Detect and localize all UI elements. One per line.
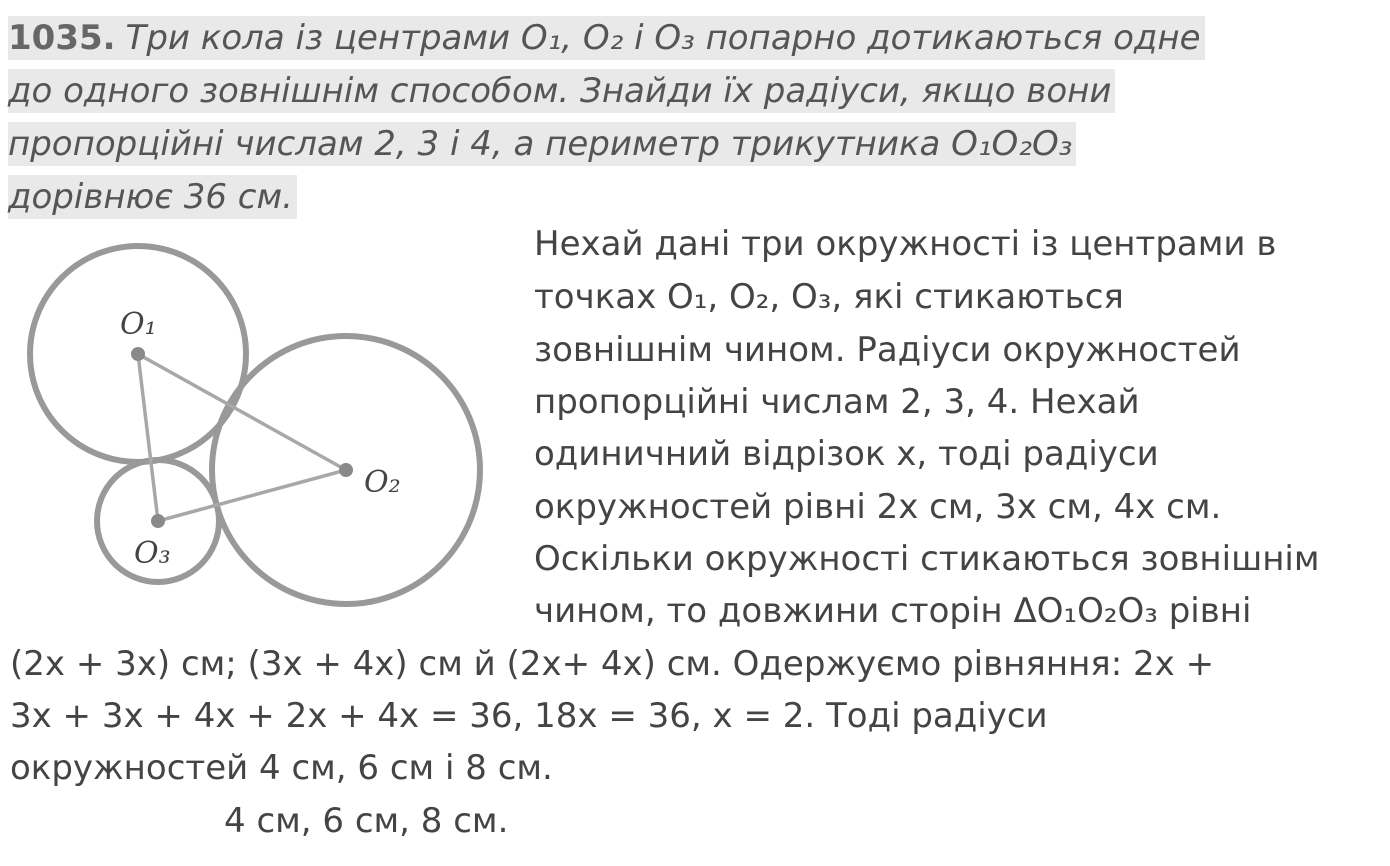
label-o1: O₁	[120, 307, 157, 342]
circles-figure	[20, 240, 500, 610]
solution-line-3: зовнішнім чином. Радіуси окружностей	[534, 330, 1241, 370]
solution-line-10: 3х + 3х + 4х + 2х + 4х = 36, 18х = 36, х = 2. Тоді радіуси	[10, 696, 1048, 736]
problem-line-1	[8, 16, 1205, 60]
center-o2	[339, 463, 353, 477]
center-o3	[151, 514, 165, 528]
label-o2: O₂	[364, 465, 401, 500]
solution-line-1: Нехай дані три окружності із центрами в	[534, 224, 1277, 264]
center-o1	[131, 347, 145, 361]
label-o3: O₃	[134, 536, 171, 571]
circles-diagram	[20, 240, 500, 610]
solution-line-5: одиничний відрізок х, тоді радіуси	[534, 434, 1159, 474]
problem-line-4: дорівнює 36 см.	[8, 175, 297, 219]
solution-line-8: чином, то довжини сторін ΔO₁O₂O₃ рівні	[534, 591, 1252, 631]
solution-line-11: окружностей 4 см, 6 см і 8 см.	[10, 748, 553, 788]
solution-line-4: пропорційні числам 2, 3, 4. Нехай	[534, 382, 1140, 422]
problem-text-1: Три кола із центрами O₁, O₂ і O₃ попарно дотикаються одне	[125, 18, 1201, 58]
problem-number: 1035.	[8, 18, 116, 58]
answer-line: 4 см, 6 см, 8 см.	[224, 801, 509, 841]
solution-line-6: окружностей рівні 2х см, 3х см, 4х см.	[534, 487, 1222, 527]
solution-line-7: Оскільки окружності стикаються зовнішнім	[534, 539, 1320, 579]
solution-line-2: точках O₁, O₂, O₃, які стикаються	[534, 277, 1124, 317]
solution-line-9: (2х + 3х) см; (3х + 4х) см й (2х+ 4х) см. Одержуємо рівняння: 2х +	[10, 644, 1215, 684]
problem-line-3: пропорційні числам 2, 3 і 4, а периметр трикутника O₁O₂O₃	[8, 122, 1076, 166]
problem-line-2: до одного зовнішнім способом. Знайди їх радіуси, якщо вони	[8, 69, 1115, 113]
